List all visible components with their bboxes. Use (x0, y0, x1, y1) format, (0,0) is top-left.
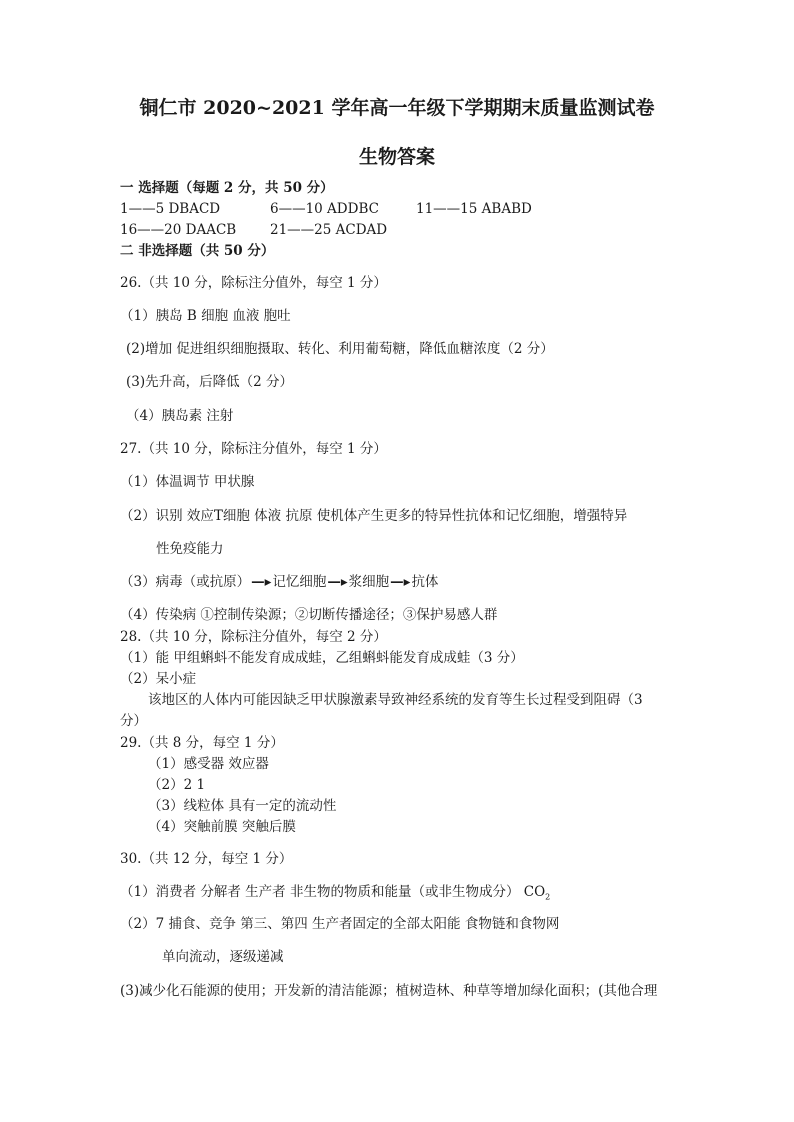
co2-subscript: 2 (545, 892, 551, 902)
q30-answer-3: (3)减少化石能源的使用；开发新的清洁能源；植树造林、种草等增加绿化面积；(其他合理 (120, 983, 658, 999)
q26-answer-2: (2)增加 促进组织细胞摄取、转化、利用葡萄糖，降低血糖浓度（2 分） (126, 341, 554, 357)
q28-answer-2-explanation: 该地区的人体内可能因缺乏甲状腺激素导致神经系统的发育等生长过程受到阻碍（3 (148, 692, 643, 708)
section-2-heading: 二 非选择题（共 50 分） (120, 243, 275, 259)
q27-answer-2-cont: 性免疫能力 (156, 541, 224, 557)
q29-answer-3: （3）线粒体 具有一定的流动性 (148, 798, 337, 814)
q30-answer-1-text: （1）消费者 分解者 生产者 非生物的物质和能量（或非生物成分） CO (120, 884, 546, 900)
q28-answer-2-explanation-cont: 分） (120, 713, 147, 729)
arrow-right-icon: —▸ (327, 574, 348, 590)
page-subtitle: 生物答案 (358, 146, 435, 168)
section-1-heading: 一 选择题（每题 2 分，共 50 分） (120, 180, 334, 196)
q30-answer-2-cont: 单向流动，逐级递减 (162, 949, 284, 965)
q26-answer-1: （1）胰岛 B 细胞 血液 胞吐 (120, 308, 291, 324)
q26-heading: 26.（共 10 分，除标注分值外，每空 1 分） (120, 275, 387, 291)
q29-answer-4: （4）突触前膜 突触后膜 (148, 819, 296, 835)
q29-answer-1: （1）感受器 效应器 (148, 756, 269, 772)
q27-answer-2: （2）识别 效应T细胞 体液 抗原 使机体产生更多的特异性抗体和记忆细胞，增强特异 (120, 508, 628, 524)
q27-answer-1: （1）体温调节 甲状腺 (120, 474, 255, 490)
q27-node-memory-cell: 记忆细胞 (272, 574, 327, 590)
mc-answer-16-20: 16——20 DAACB (120, 222, 237, 238)
q30-answer-2: （2）7 捕食、竞争 第三、第四 生产者固定的全部太阳能 食物链和食物网 (120, 916, 560, 932)
q27-node-antibody: 抗体 (411, 574, 439, 590)
mc-answer-11-15: 11——15 ABABD (416, 201, 532, 217)
arrow-right-icon: —▸ (390, 574, 411, 590)
q26-answer-4: （4）胰岛素 注射 (126, 408, 234, 424)
mc-answer-6-10: 6——10 ADDBC (270, 201, 379, 217)
q30-heading: 30.（共 12 分，每空 1 分） (120, 851, 293, 867)
q29-heading: 29.（共 8 分，每空 1 分） (120, 735, 284, 751)
q27-node-plasma-cell: 浆细胞 (348, 574, 390, 590)
q29-answer-2: （2）2 1 (148, 777, 206, 793)
q28-answer-2: （2）呆小症 (120, 671, 197, 687)
arrow-right-icon: —▸ (251, 574, 272, 590)
page-title: 铜仁市 2020~2021 学年高一年级下学期期末质量监测试卷 (139, 97, 655, 119)
mc-answer-1-5: 1——5 DBACD (120, 201, 221, 217)
q26-answer-3: (3)先升高，后降低（2 分） (126, 374, 294, 390)
q27-answer-3-prefix: （3）病毒（或抗原） (120, 574, 251, 590)
q28-heading: 28.（共 10 分，除标注分值外，每空 2 分） (120, 629, 387, 645)
q28-answer-1: （1）能 甲组蝌蚪不能发育成成蛙，乙组蝌蚪能发育成成蛙（3 分） (120, 650, 524, 666)
q30-answer-1 (120, 883, 550, 907)
q27-answer-4: （4）传染病 ①控制传染源；②切断传播途径；③保护易感人群 (120, 607, 498, 623)
mc-answer-21-25: 21——25 ACDAD (270, 222, 388, 238)
q27-heading: 27.（共 10 分，除标注分值外，每空 1 分） (120, 441, 387, 457)
q27-answer-3 (120, 573, 438, 591)
